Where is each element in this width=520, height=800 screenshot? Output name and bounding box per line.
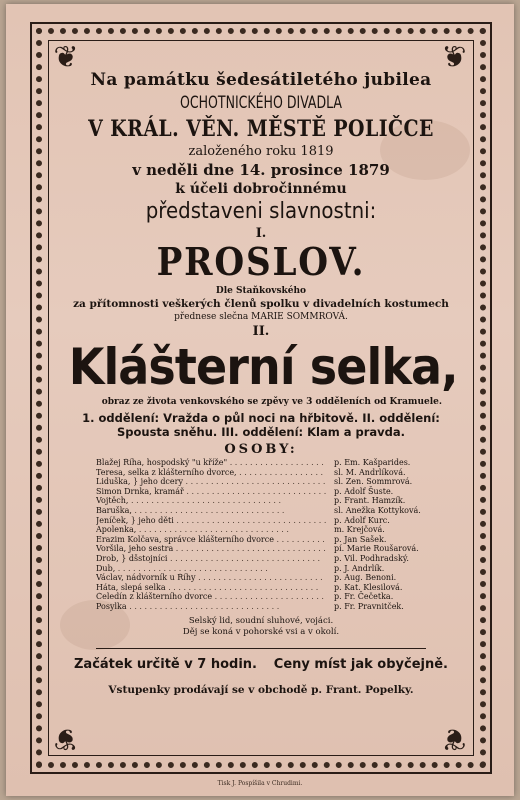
cast-heading: OSOBY: [224,442,298,457]
cast-role: Erazim Kolčava, správce klášterního dvorce . . . [96,535,326,545]
cast-row [96,602,446,612]
part1-author: Dle Staňkovského [215,286,307,296]
cast-role: Čeledín z klášterního dvorce . . . [96,592,326,602]
corner-ornament-icon: ❦ [441,721,467,756]
cast-row [96,525,446,535]
purpose-line: k účeli dobročinnému [175,181,347,197]
poster-content [52,48,470,696]
cast-row [96,564,446,574]
cast-role: Vojtěch, . . . [96,496,326,506]
crowd-line: Selský lid, soudní sluhové, vojáci. [188,615,334,626]
part2-description: obraz ze života venkovského se zpěvy ve 3 odděleních od Kramuele. [101,397,442,407]
corner-ornament-icon: ❦ [441,40,467,75]
cast-row [96,506,446,516]
cast-actor: pí. Marie Roušarová. [334,544,419,554]
cast-actor: p. Fr. Čečetka. [334,592,394,602]
cast-actor: p. Fr. Pravnitček. [334,601,404,611]
cast-actor: p. Aug. Benoni. [334,573,397,583]
corner-ornament-icon: ❦ [53,40,79,75]
cast-row [96,516,446,526]
cast-actor: p. Frant. Hamzík. [334,496,406,506]
date-line: v neděli dne 14. prosince 1879 [132,161,390,179]
corner-ornament-icon: ❦ [53,721,79,756]
info-row [52,657,470,672]
cast-role: Liduška, } jeho dcery . . . [96,477,326,487]
cast-row [96,592,446,602]
cast-row [96,583,446,593]
cast-row [96,496,446,506]
cast-row [96,468,446,478]
cast-row [96,535,446,545]
cast-actor: m. Krejčová. [334,525,385,535]
tickets-note: Vstupenky prodávají se v obchodě p. Frant. Popelky. [108,683,414,696]
cast-row [96,544,446,554]
cast-actor: sl. Anežka Kottyková. [334,505,421,515]
divider [96,648,426,649]
cast-role: Voršila, jeho sestra . . . [96,544,326,554]
cast-actor: p. Vil. Podhradský. [334,553,409,563]
cast-row [96,458,446,468]
cast-role: Posylka . . . [96,602,326,612]
cast-role: Teresa, selka z klášterního dvorce, . . . [96,468,326,478]
cast-role: Apolenka, . . . [96,525,326,535]
founded-line: založeného roku 1819 [188,144,334,159]
cast-role: Václav, nádvorník u Říhy . . . [96,573,326,583]
part2-number: II. [252,324,270,339]
cast-role: Blažej Říha, hospodský "u kříže" . . . [96,458,326,468]
cast-actor: p. Em. Kašparides. [334,458,411,467]
part1-number: I. [255,226,267,241]
setting-line: Děj se koná v pohorské vsi a v okolí. [182,626,340,637]
cast-role: Drob, } dšstojníci . . . [96,554,326,564]
start-time: Začátek určitě v 7 hodin. [74,656,257,672]
cast-actor: p. Adolf Kurc. [334,515,390,525]
cast-role: Dub, . . . [96,564,326,574]
cast-role: Simon Drnka, kramář . . . [96,487,326,497]
printer-imprint: Tisk J. Pospíšila v Chrudimi. [217,780,303,787]
part1-title: PROSLOV. [156,239,366,284]
cast-actor: sl. Zen. Sommrová. [334,477,413,487]
cast-row [96,487,446,497]
theatre-name: OCHOTNICKÉHO DIVADLA [179,93,343,113]
cast-role: Jeníček, } jeho děti . . . [96,516,326,526]
part2-title: Klášterní selka, [68,338,458,396]
part1-description: za přítomnosti veškerých členů spolku v divadelních kostumech [73,298,449,310]
cast-actor: p. Kat. Klesilová. [334,582,403,592]
cast-role: Baruška, . . . [96,506,326,516]
cast-list [52,458,470,612]
cast-row [96,573,446,583]
cast-actor: p. J. Andrlík. [334,563,385,573]
cast-role: Háta, slepá selka . . . [96,583,326,593]
cast-row [96,477,446,487]
crowd-note [52,616,470,638]
part1-performer: přednese slečna MARIE SOMMROVÁ. [174,312,348,322]
cast-row [96,554,446,564]
cast-actor: sl. M. Andrlíková. [334,467,406,477]
prices-note: Ceny míst jak obyčejně. [273,656,448,672]
cast-actor: p. Adolf Šuste. [334,486,394,496]
commemoration-line: Na památku šedesátiletého jubilea [90,70,432,90]
cast-actor: p. Jan Sašek. [334,534,387,544]
town-name: V KRÁL. VĚN. MĚSTĚ POLIČCE [88,116,434,142]
acts-list: 1. oddělení: Vražda o půl noci na hřbitově. II. oddělení: Spousta sněhu. III. oddělení: Klam a pravda. [82,411,440,439]
performance-heading: představeni slavnostni: [145,199,377,224]
